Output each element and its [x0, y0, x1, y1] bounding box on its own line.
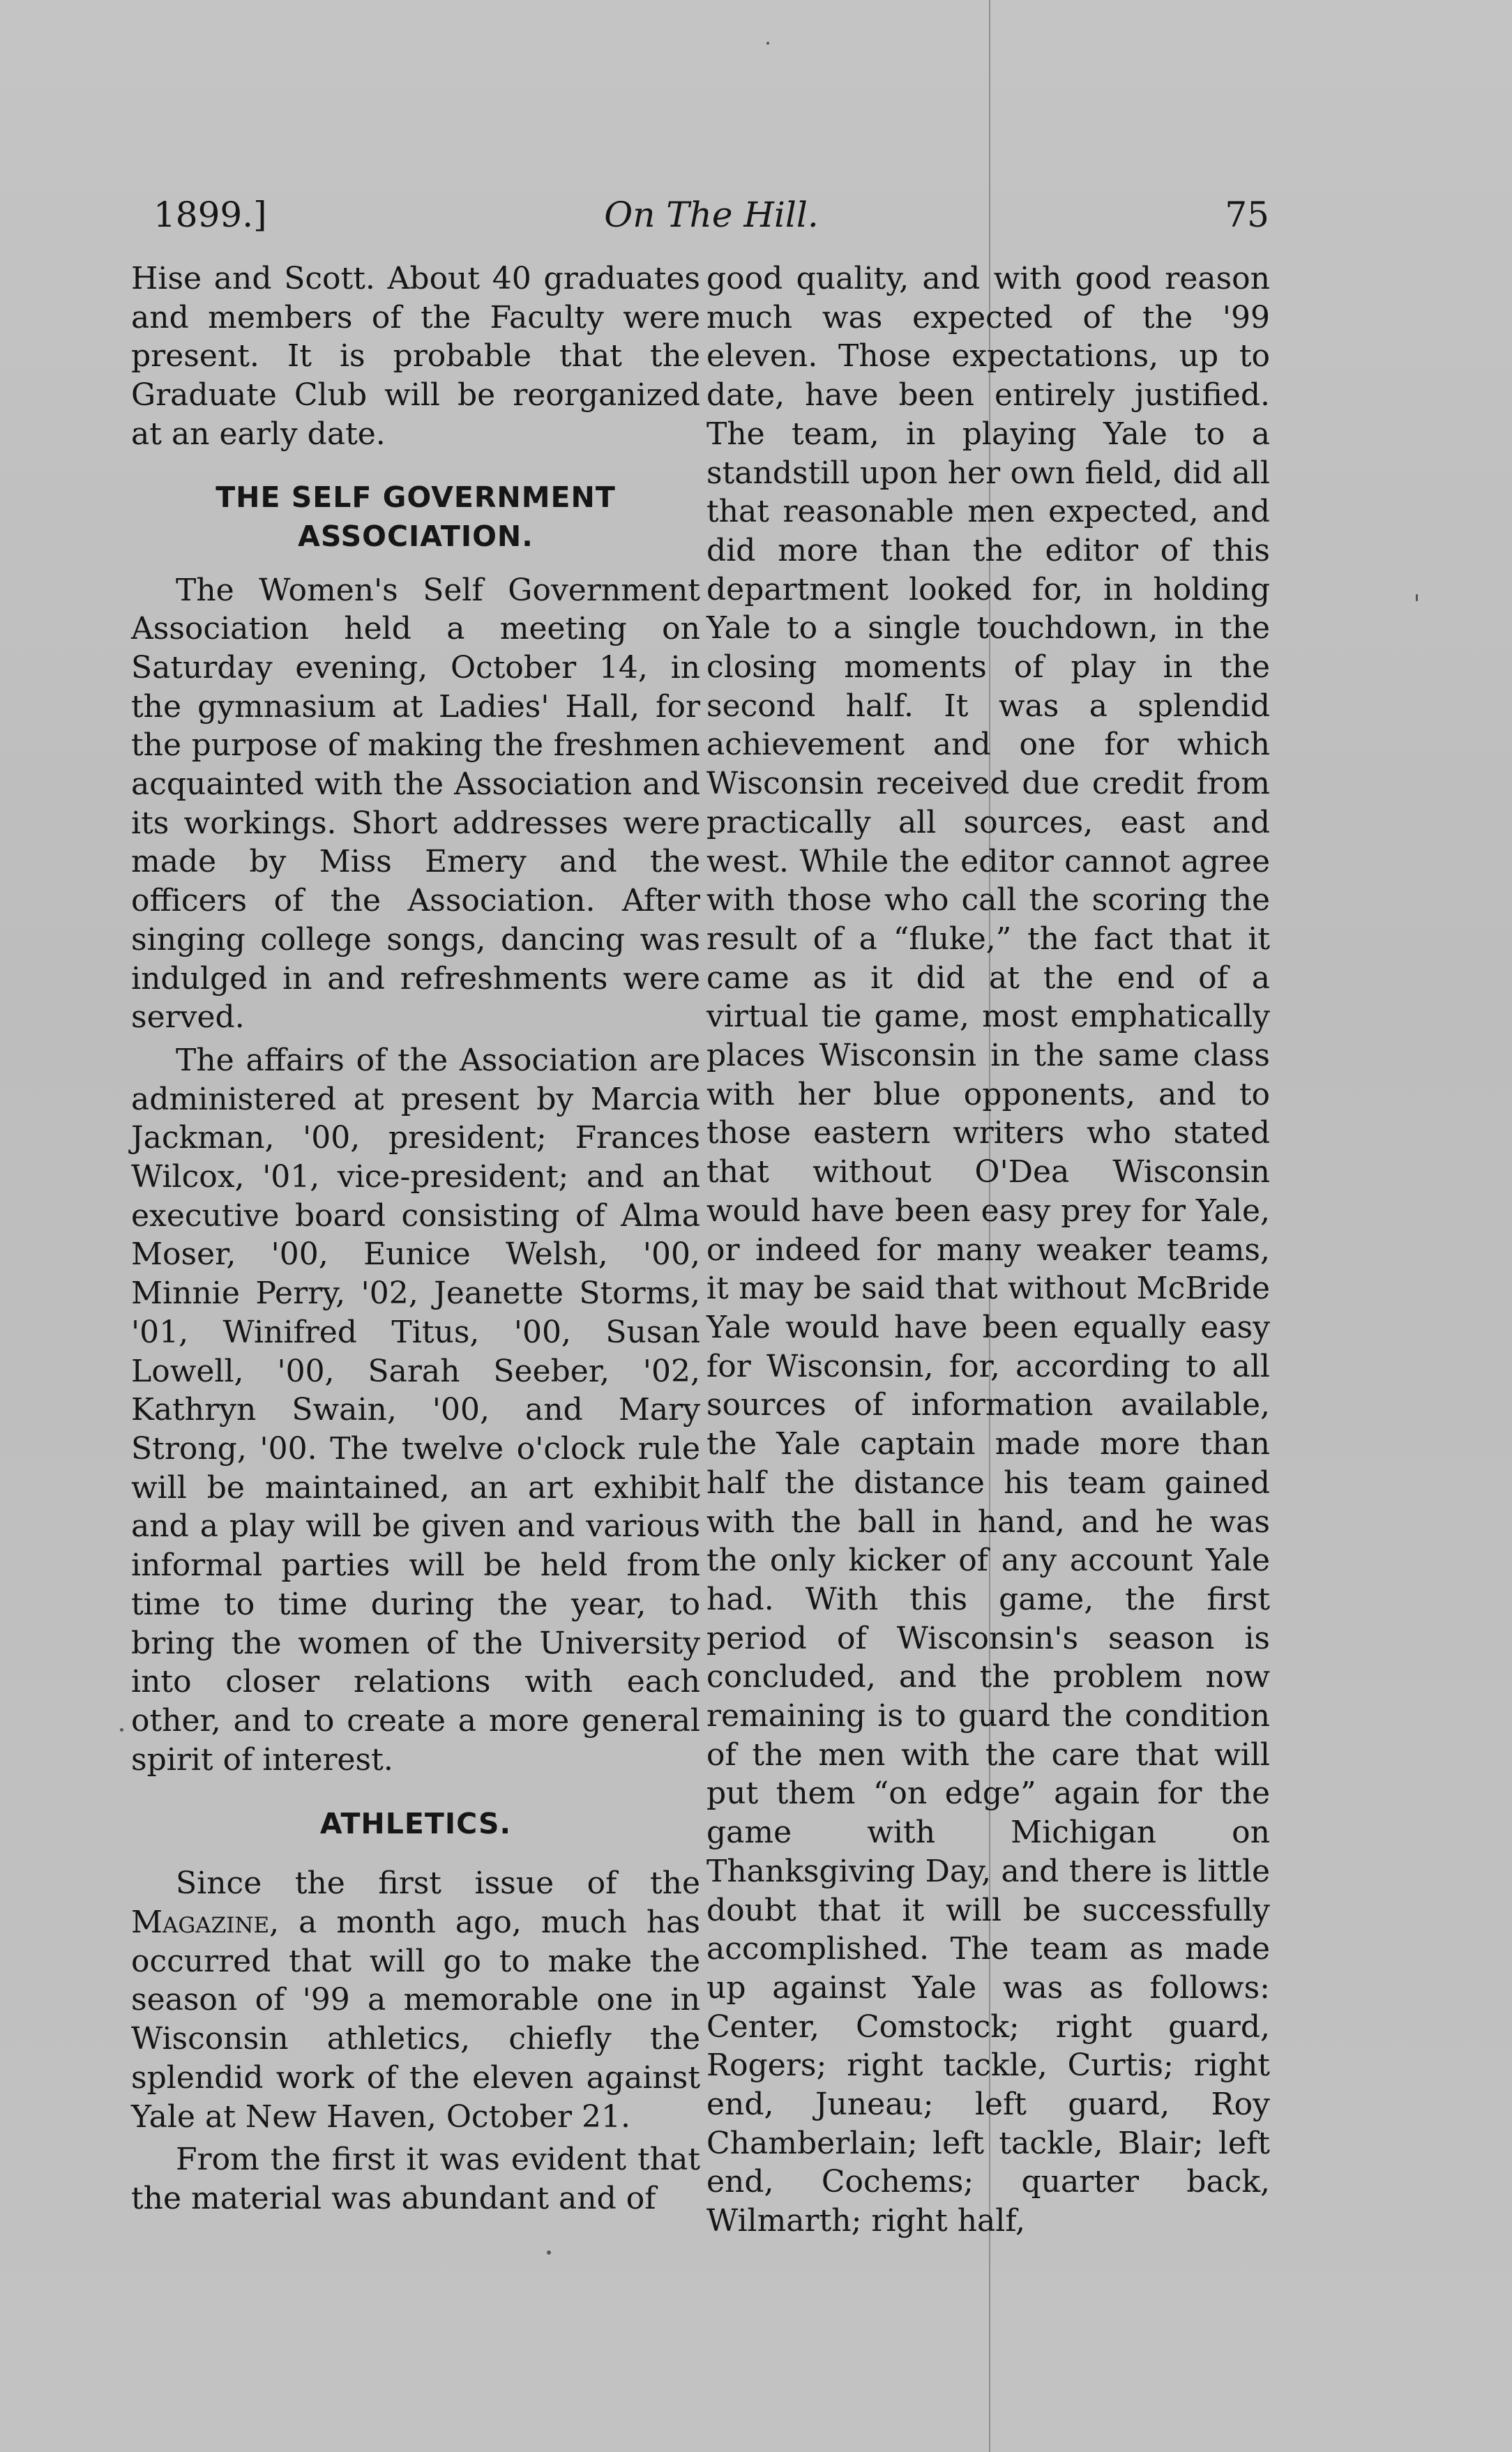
- self-government-paragraph-2: The affairs of the Association are administered at present by Marcia Jackman, '00, president; Frances Wilcox, '01, vice-president; and an executive board consisting of Alma Moser, '00, Eunice Welsh, '00, Minnie Perry, '02, Jeanette Storms, '01, Winifred Titus, '00, Susan Lowell, '00, Sarah Seeber, '02, Kathryn Swain, '00, and Mary Strong, '00. The twelve o'clock rule will be maintained, an art exhibit and a play will be given and various informal parties will be held from time to time during the year, to bring the women of the University into closer relations with each other, and to create a more general spirit of interest.: [131, 1042, 700, 1778]
- magazine-small-caps: Magazine: [131, 1905, 270, 1941]
- speck-mark: [120, 1728, 123, 1732]
- speck-mark: [547, 2250, 551, 2255]
- self-government-paragraph-1: The Women's Self Government Association held a meeting on Saturday evening, October 14, in the gymnasium at Ladies' Hall, for the purpose of making the freshmen acquainted with the Association and its workings. Short addresses were made by Miss Emery and the officers of the Association. After singing college songs, dancing was indulged in and refreshments were served.: [131, 572, 700, 1036]
- athletics-text-rest: , a month ago, much has occurred that will go to make the season of '99 a memorable one in Wisconsin athletics, chiefly the splendid work of the eleven against Yale at New Haven, October 21.: [131, 1905, 700, 2135]
- speck-mark: [766, 42, 769, 45]
- athletics-continued-paragraph: good quality, and with good reason much was expected of the '99 eleven. Those expectations, up to date, have been entirely justified. The team, in playing Yale to a standstill upon her own field, did all that reasonable men expected, and did more than the editor of this department looked for, in holding Yale to a single touchdown, in the closing moments of play in the second half. It was a splendid achievement and one for which Wisconsin received due credit from practically all sources, east and west. While the editor cannot agree with those who call the scoring the result of a “fluke,” the fact that it came as it did at the end of a virtual tie game, most emphatically places Wisconsin in the same class with her blue opponents, and to those eastern writers who stated that without O'Dea Wisconsin would have been easy prey for Yale, or indeed for many weaker teams, it may be said that without McBride Yale would have been equally easy for Wisconsin, for, according to all sources of information available, the Yale captain made more than half the distance his team gained with the ball in hand, and he was the only kicker of any account Yale had. With this game, the first period of Wisconsin's season is concluded, and the problem now remaining is to guard the condition of the men with the care that will put them “on edge” again for the game with Michigan on Thanksgiving Day, and there is little doubt that it will be successfully accomplished. The team as made up against Yale was as follows: Center, Comstock; right guard, Rogers; right tackle, Curtis; right end, Juneau; left guard, Roy Chamberlain; left tackle, Blair; left end, Cochems; quarter back, Wilmarth; right half,: [706, 261, 1270, 2239]
- right-column: [706, 259, 1270, 2241]
- header-year: 1899.]: [153, 195, 267, 235]
- page-number: 75: [1225, 195, 1269, 235]
- header-title: On The Hill.: [604, 195, 819, 235]
- athletics-paragraph-1: [131, 1864, 700, 2136]
- intro-paragraph: Hise and Scott. About 40 graduates and members of the Faculty were present. It is probable that the Graduate Club will be reorganized at an early date.: [131, 261, 700, 452]
- running-header: [153, 187, 1269, 243]
- left-column: [131, 259, 700, 2218]
- athletics-paragraph-2: From the first it was evident that the material was abundant and of: [131, 2142, 700, 2216]
- athletics-text-start: Since the first issue of the: [176, 1866, 700, 1902]
- speck-mark: [1416, 594, 1418, 601]
- heading-athletics: ATHLETICS.: [319, 1807, 512, 1841]
- heading-self-government: THE SELF GOVERNMENT ASSOCIATION.: [216, 480, 616, 553]
